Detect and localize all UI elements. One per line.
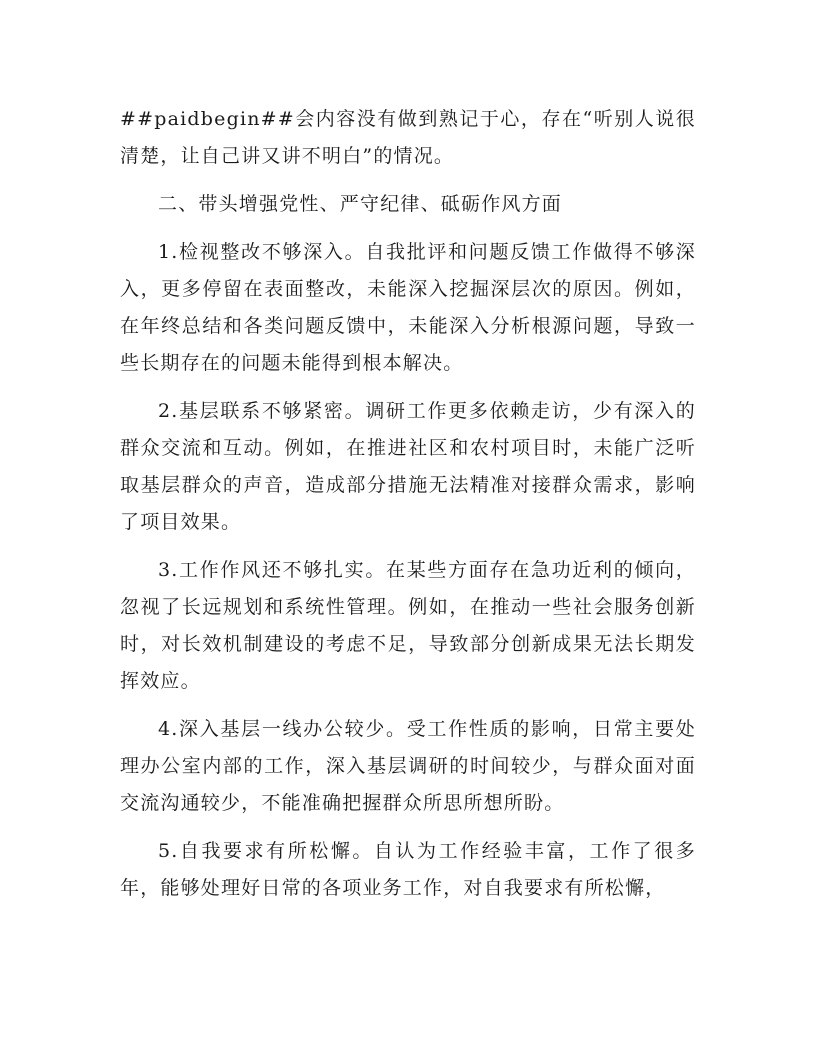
paragraph-item-5: 5.自我要求有所松懈。自认为工作经验丰富，工作了很多年，能够处理好日常的各项业务工作，对自我要求有所松懈， — [120, 840, 696, 899]
paragraph-item-4: 4.深入基层一线办公较少。受工作性质的影响，日常主要处理办公室内部的工作，深入基层调研的时间较少，与群众面对面交流沟通较少，不能准确把握群众所思所想所盼。 — [120, 718, 696, 814]
section-heading: 二、带头增强党性、严守纪律、砥砺作风方面 — [158, 193, 563, 215]
paragraph-item-1: 1.检视整改不够深入。自我批评和问题反馈工作做得不够深入，更多停留在表面整改，未能深入挖掘深层次的原因。例如，在年终总结和各类问题反馈中，未能深入分析根源问题，导致一些长期存在的问题未能得到根本解决。 — [120, 241, 696, 374]
document-page — [120, 101, 696, 918]
paragraph-item-3: 3.工作作风还不够扎实。在某些方面存在急功近利的倾向，忽视了长远规划和系统性管理。例如，在推动一些社会服务创新时，对长效机制建设的考虑不足，导致部分创新成果无法长期发挥效应。 — [120, 559, 696, 692]
paragraph-continued: ##paidbegin##会内容没有做到熟记于心，存在“听别人说很清楚，让自己讲又讲不明白”的情况。 — [120, 108, 696, 167]
paragraph-item-2: 2.基层联系不够紧密。调研工作更多依赖走访，少有深入的群众交流和互动。例如，在推进社区和农村项目时，未能广泛听取基层群众的声音，造成部分措施无法精准对接群众需求，影响了项目效果。 — [120, 400, 696, 533]
